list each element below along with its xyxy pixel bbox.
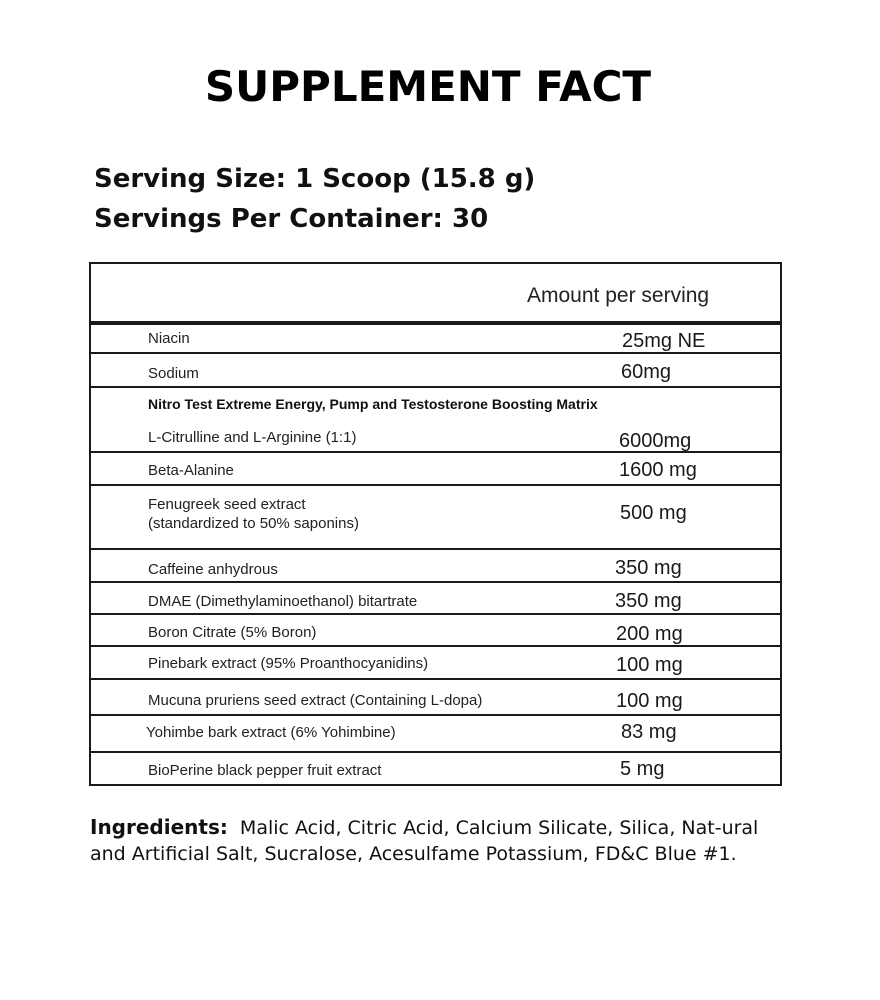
nutrient-amount: 25mg NE [622,330,706,352]
matrix-heading: Nitro Test Extreme Energy, Pump and Testosterone Boosting Matrix [148,396,598,412]
nutrient-name: Sodium [148,365,199,382]
nutrient-name-detail: (standardized to 50% saponins) [148,515,359,532]
nutrient-name: Niacin [148,330,190,347]
table-header [91,264,782,325]
nutrient-name: Mucuna pruriens seed extract (Containing L-dopa) [148,692,483,709]
nutrient-name: Fenugreek seed extract [148,496,306,513]
servings-per-container: Servings Per Container: 30 [94,204,489,234]
amount-per-serving-label: Amount per serving [527,284,710,307]
ingredients-section [90,814,780,867]
table-row [91,583,782,615]
nutrient-name: DMAE (Dimethylaminoethanol) bitartrate [148,593,418,610]
table-row [91,753,782,786]
nutrient-amount: 350 mg [615,590,682,612]
nutrient-name: Pinebark extract (95% Proanthocyanidins) [148,655,429,672]
table-row [91,615,782,647]
nutrient-amount: 1600 mg [619,459,697,481]
nutrient-name: BioPerine black pepper fruit extract [148,762,382,779]
nutrient-amount: 350 mg [615,557,682,579]
nutrient-amount: 100 mg [616,690,683,712]
table-row [91,550,782,583]
supplement-facts-table [89,262,782,786]
nutrient-amount: 6000mg [619,430,692,452]
table-row [91,321,782,354]
nutrient-name: Yohimbe bark extract (6% Yohimbine) [146,724,396,741]
ingredients-label: Ingredients: [90,815,228,839]
nutrient-amount: 83 mg [621,721,677,743]
table-row [91,388,782,453]
serving-size: Serving Size: 1 Scoop (15.8 g) [94,164,536,194]
table-row [91,453,782,486]
table-row [91,486,782,550]
nutrient-name: Boron Citrate (5% Boron) [148,624,317,641]
nutrient-amount: 60mg [621,361,672,383]
nutrient-name: L-Citrulline and L-Arginine (1:1) [148,429,357,446]
nutrient-name: Caffeine anhydrous [148,561,278,578]
nutrient-name: Beta-Alanine [148,462,234,479]
table-row [91,647,782,680]
nutrient-amount: 5 mg [620,758,665,780]
nutrient-amount: 100 mg [616,654,683,676]
table-row [91,716,782,753]
page-title: SUPPLEMENT FACT [204,62,652,111]
table-row [91,680,782,716]
ingredients-text: Malic Acid, Citric Acid, Calcium Silicate, Silica, Nat-ural and Artificial Salt, Sucralose, Acesulfame Potassium, FD&C Blue #1. [90,817,759,865]
nutrient-amount: 200 mg [616,623,683,645]
table-row [91,354,782,388]
nutrient-amount: 500 mg [620,502,687,524]
